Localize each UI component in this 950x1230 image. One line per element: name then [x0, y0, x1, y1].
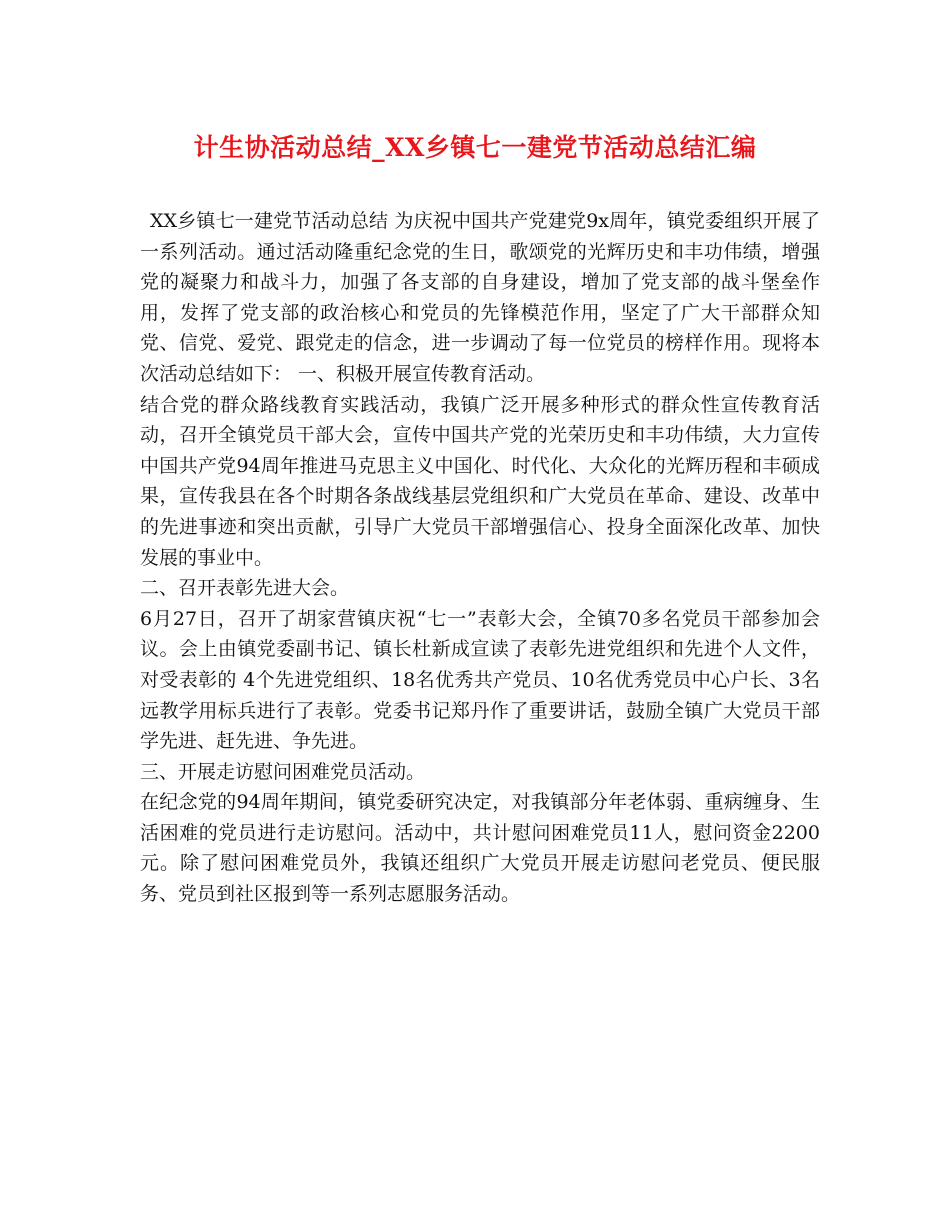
document-body: [140, 206, 820, 910]
paragraph-visits: 在纪念党的94周年期间，镇党委研究决定，对我镇部分年老体弱、重病缠身、生活困难的党员进行走访慰问。活动中，共计慰问困难党员11人，慰问资金2200元。除了慰问困难党员外，我镇还组织广大党员开展走访慰问老党员、便民服务、党员到社区报到等一系列志愿服务活动。: [140, 791, 820, 906]
paragraph-publicity: 结合党的群众路线教育实践活动，我镇广泛开展多种形式的群众性宣传教育活动，召开全镇党员干部大会，宣传中国共产党的光荣历史和丰功伟绩，大力宣传中国共产党94周年推进马克思主义中国化、时代化、大众化的光辉历程和丰硕成果，宣传我县在各个时期各条战线基层党组织和广大党员在革命、建设、改革中的先进事迹和突出贡献，引导广大党员干部增强信心、投身全面深化改革、加快发展的事业中。: [140, 393, 820, 569]
document-title: 计生协活动总结_XX乡镇七一建党节活动总结汇编: [193, 133, 757, 162]
paragraph-commendation: 6月27日，召开了胡家营镇庆祝“七一”表彰大会，全镇70多名党员干部参加会议。会上由镇党委副书记、镇长杜新成宣读了表彰先进党组织和先进个人文件，对受表彰的 4个先进党组织、18名优秀共产党员、10名优秀党员中心户长、3名远教学用标兵进行了表彰。党委书记郑丹作了重要讲话，鼓励全镇广大党员干部学先进、赶先进、争先进。: [140, 607, 820, 753]
paragraph-intro: XX乡镇七一建党节活动总结 为庆祝中国共产党建党9x周年，镇党委组织开展了一系列活动。通过活动隆重纪念党的生日，歌颂党的光辉历史和丰功伟绩，增强党的凝聚力和战斗力，加强了各支部的自身建设，增加了党支部的战斗堡垒作用，发挥了党支部的政治核心和党员的先锋模范作用，坚定了广大干部群众知党、信党、爱党、跟党走的信念，进一步调动了每一位党员的榜样作用。现将本次活动总结如下： 一、积极开展宣传教育活动。: [140, 210, 820, 385]
heading-visits: 三、开展走访慰问困难党员活动。: [140, 760, 426, 783]
heading-commendation: 二、召开表彰先进大会。: [140, 577, 350, 600]
